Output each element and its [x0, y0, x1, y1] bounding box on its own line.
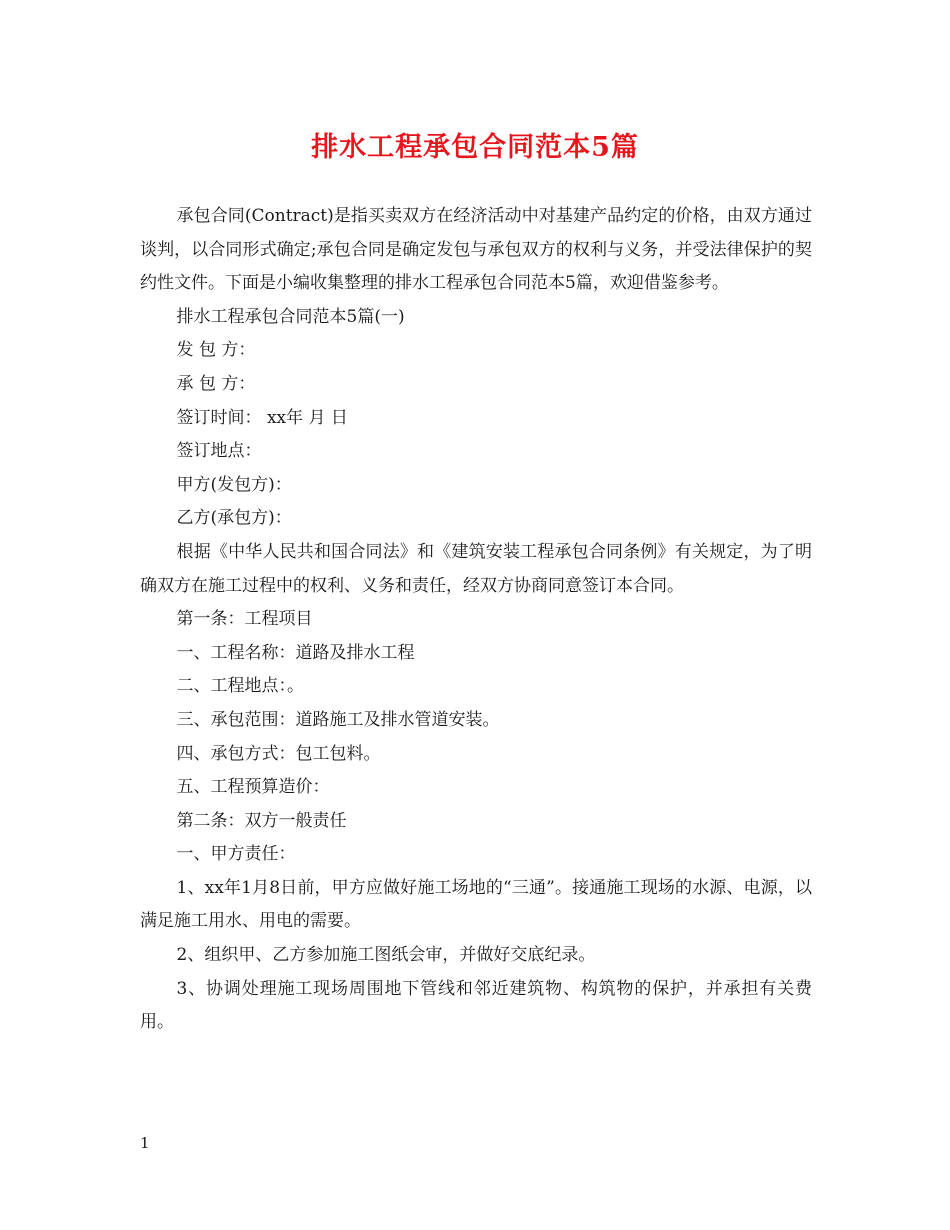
responsibility-item-1: 1、xx年1月8日前，甲方应做好施工场地的“三通”。接通施工现场的水源、电源，以满足施工用水、用电的需要。 [140, 877, 812, 932]
budget-cost: 五、工程预算造价： [176, 777, 330, 798]
field-signing-place: 签订地点： [176, 441, 262, 462]
intro-paragraph: 承包合同(Contract)是指买卖双方在经济活动中对基建产品约定的价格，由双方通过谈判，以合同形式确定;承包合同是确定发包与承包双方的权利与义务，并受法律保护的契约性文件。下面是小编收集整理的排水工程承包合同范本5篇，欢迎借鉴参考。 [140, 206, 812, 294]
contract-method: 四、承包方式：包工包料。 [176, 743, 381, 764]
field-party-b: 乙方(承包方)： [176, 508, 292, 529]
field-employer: 发 包 方： [176, 340, 256, 361]
contract-scope: 三、承包范围：道路施工及排水管道安装。 [176, 709, 500, 730]
responsibility-item-3: 3、协调处理施工现场周围地下管线和邻近建筑物、构筑物的保护，并承担有关费用。 [140, 978, 812, 1033]
document-body [140, 200, 812, 1040]
section-heading: 排水工程承包合同范本5篇(一) [176, 306, 405, 327]
project-location: 二、工程地点：。 [176, 676, 305, 697]
article-1-heading: 第一条：工程项目 [176, 609, 313, 630]
article-2-heading: 第二条：双方一般责任 [176, 810, 347, 831]
responsibility-item-2: 2、组织甲、乙方参加施工图纸会审，并做好交底纪录。 [176, 945, 596, 966]
legal-basis-paragraph: 根据《中华人民共和国合同法》和《建筑安装工程承包合同条例》有关规定，为了明确双方在施工过程中的权利、义务和责任，经双方协商同意签订本合同。 [140, 541, 812, 596]
document-title: 排水工程承包合同范本5篇 [311, 132, 639, 163]
field-signing-date: 签订时间： xx年 月 日 [176, 407, 348, 428]
party-a-responsibility-heading: 一、甲方责任： [176, 844, 296, 865]
field-contractor: 承 包 方： [176, 373, 256, 394]
page-number: 1 [140, 1134, 150, 1152]
field-party-a: 甲方(发包方)： [176, 474, 292, 495]
project-name: 一、工程名称：道路及排水工程 [176, 642, 415, 663]
